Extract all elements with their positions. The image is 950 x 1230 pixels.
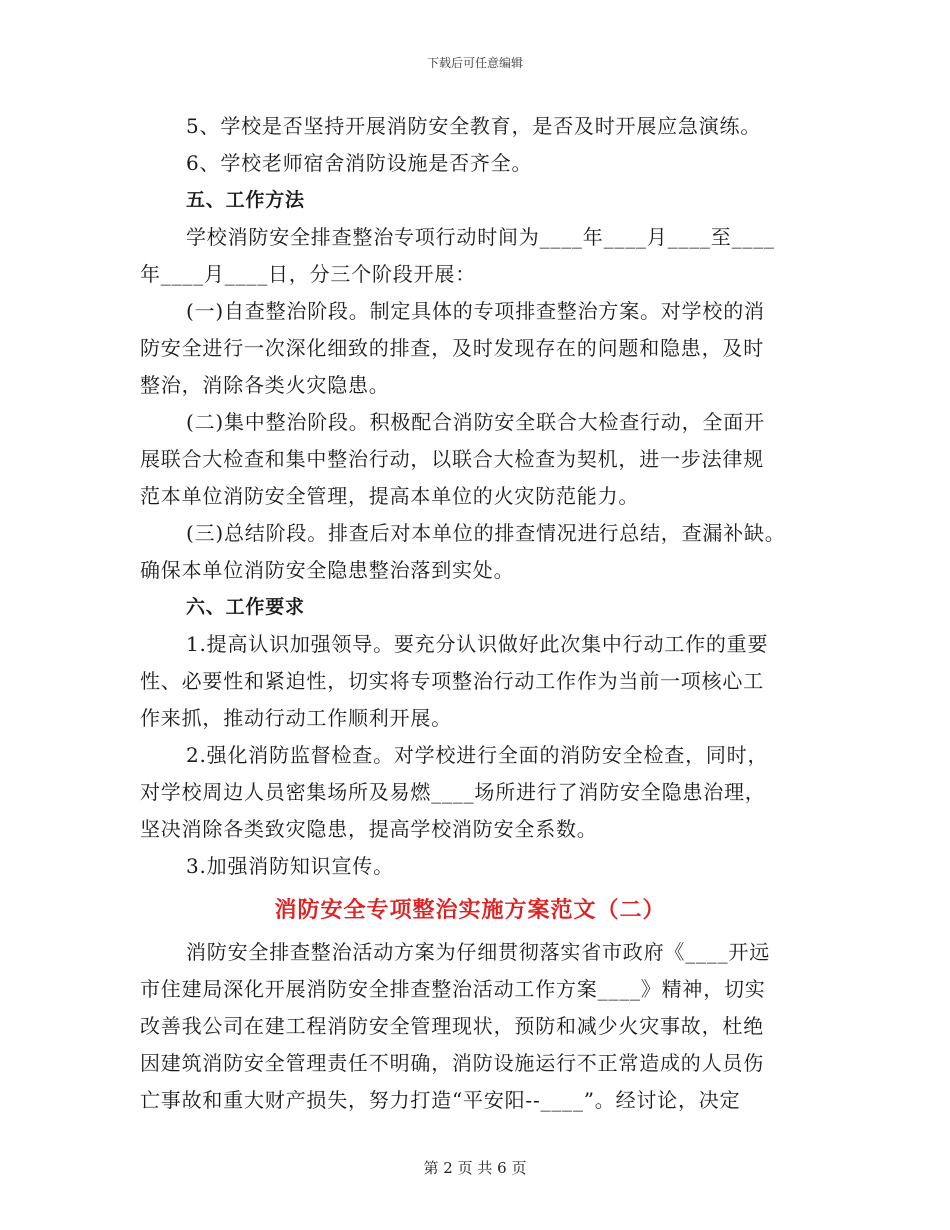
paragraph-line: 防安全进行一次深化细致的排查，及时发现存在的问题和隐患，及时 (140, 336, 764, 360)
paragraph-line: 亡事故和重大财产损失，努力打造“平安阳--____”。经讨论，决定 (140, 1088, 741, 1112)
paragraph-line: 1.提高认识加强领导。要充分认识做好此次集中行动工作的重要 (186, 632, 769, 656)
paragraph-line: (三)总结阶段。排查后对本单位的排查情况进行总结，查漏补缺。 (186, 521, 786, 545)
paragraph-line: 坚决消除各类致灾隐患，提高学校消防安全系数。 (140, 817, 598, 841)
paragraph-line: 5、学校是否坚持开展消防安全教育，是否及时开展应急演练。 (186, 114, 762, 138)
paragraph-line: 对学校周边人员密集场所及易燃____场所进行了消防安全隐患治理， (140, 780, 766, 804)
paragraph-line: 性、必要性和紧迫性，切实将专项整治行动工作作为当前一项核心工 (140, 669, 764, 693)
paragraph-line: 2.强化消防监督检查。对学校进行全面的消防安全检查，同时， (186, 743, 769, 767)
paragraph-line: 改善我公司在建工程消防安全管理现状，预防和减少火灾事故，杜绝 (140, 1014, 764, 1038)
paragraph-line: 年____月____日，分三个阶段开展： (140, 262, 476, 286)
paragraph-line: (二)集中整治阶段。积极配合消防安全联合大检查行动，全面开 (186, 410, 765, 434)
page-header: 下载后可任意编辑 (426, 56, 523, 70)
section-heading: 五、工作方法 (186, 189, 305, 211)
paragraph-line: 确保本单位消防安全隐患整治落到实处。 (140, 558, 515, 582)
paragraph-line: 作来抓，推动行动工作顺利开展。 (140, 706, 452, 730)
paragraph-line: 6、学校老师宿舍消防设施是否齐全。 (186, 151, 533, 175)
paragraph-line: 市住建局深化开展消防安全排查整治活动工作方案____》精神，切实 (140, 977, 766, 1001)
page-footer: 第 2 页 共 6 页 (423, 1159, 527, 1177)
document-body (140, 108, 800, 1119)
paragraph-line: 整治，消除各类火灾隐患。 (140, 373, 390, 397)
paragraph-line: 范本单位消防安全管理，提高本单位的火灾防范能力。 (140, 484, 640, 508)
paragraph-line: 学校消防安全排查整治专项行动时间为____年____月____至____ (186, 225, 775, 249)
paragraph-line: 消防安全排查整治活动方案为仔细贯彻落实省市政府《____开远 (186, 940, 770, 964)
paragraph-line: 3.加强消防知识宣传。 (186, 854, 394, 878)
paragraph-line: 展联合大检查和集中整治行动，以联合大检查为契机，进一步法律规 (140, 447, 764, 471)
paragraph-line: 因建筑消防安全管理责任不明确，消防设施运行不正常造成的人员伤 (140, 1051, 764, 1075)
paragraph-line: (一)自查整治阶段。制定具体的专项排查整治方案。对学校的消 (186, 299, 765, 323)
section-heading: 六、工作要求 (186, 596, 305, 618)
section-title: 消防安全专项整治实施方案范文（二） (274, 898, 666, 923)
